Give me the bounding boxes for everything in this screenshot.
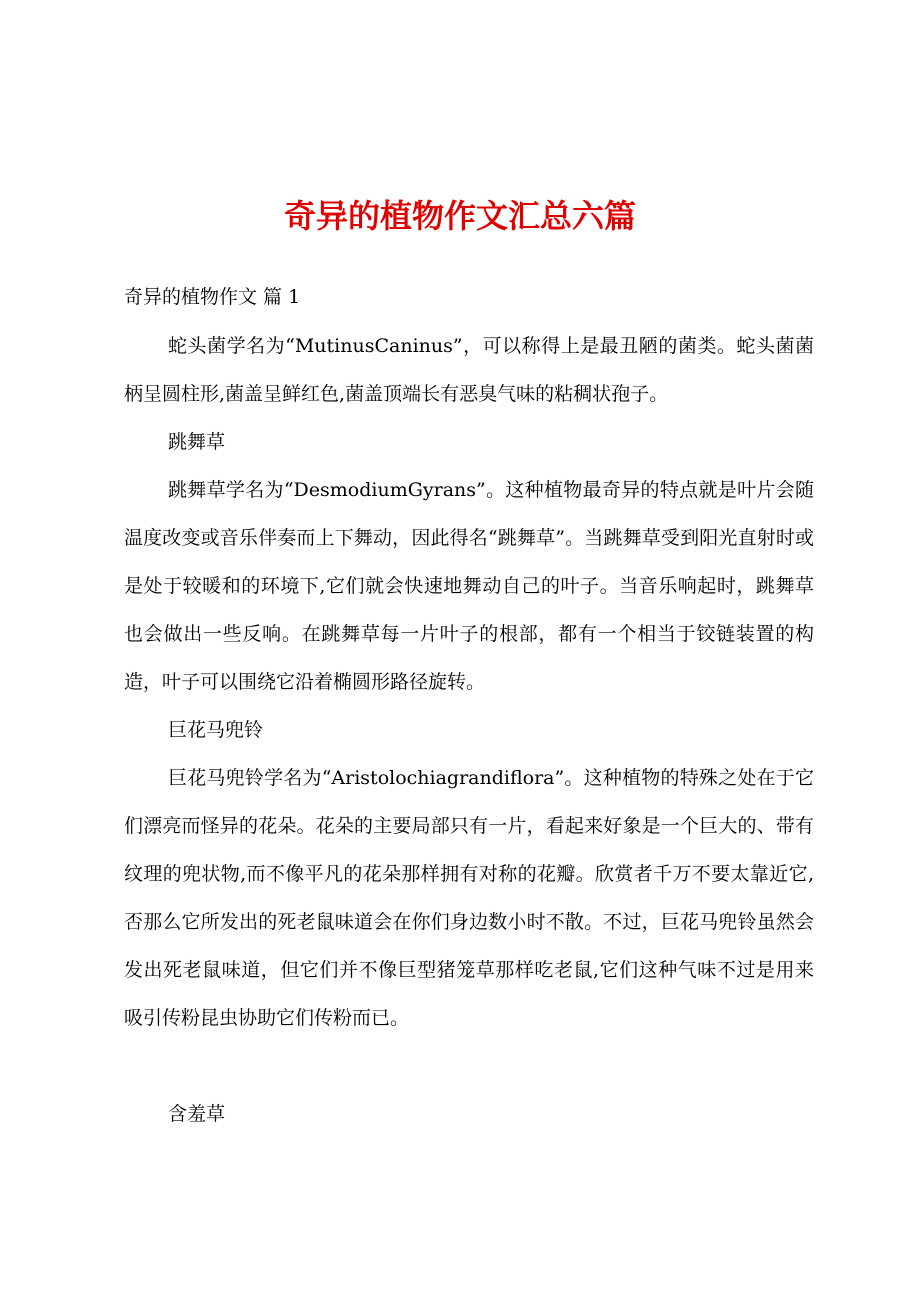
subheading-mimosa: 含羞草 <box>168 1103 226 1125</box>
subheading-pipevine: 巨花马兜铃 <box>168 719 264 741</box>
subheading-dancing-plant: 跳舞草 <box>168 431 226 453</box>
section-heading: 奇异的植物作文 篇 1 <box>124 286 301 308</box>
paragraph-mutinus: 蛇头菌学名为“MutinusCaninus”，可以称得上是最丑陋的菌类。蛇头菌菌柄呈圆柱形,菌盖呈鲜红色,菌盖顶端长有恶臭气味的粘稠状孢子。 <box>124 335 814 405</box>
document-title: 奇异的植物作文汇总六篇 <box>283 197 636 235</box>
paragraph-pipevine: 巨花马兜铃学名为“Aristolochiagrandiflora”。这种植物的特殊之处在于它们漂亮而怪异的花朵。花朵的主要局部只有一片，看起来好象是一个巨大的、带有纹理的兜状物,而不像平凡的花朵那样拥有对称的花瓣。欣赏者千万不要太靠近它,否那么它所发出的死老鼠味道会在你们身边数小时不散。不过，巨花马兜铃虽然会发出死老鼠味道，但它们并不像巨型猪笼草那样吃老鼠,它们这种气味不过是用来吸引传粉昆虫协助它们传粉而已。 <box>124 767 814 1029</box>
paragraph-dancing-plant: 跳舞草学名为“DesmodiumGyrans”。这种植物最奇异的特点就是叶片会随温度改变或音乐伴奏而上下舞动，因此得名“跳舞草”。当跳舞草受到阳光直射时或是处于较暖和的环境下,它们就会快速地舞动自己的叶子。当音乐响起时，跳舞草也会做出一些反响。在跳舞草每一片叶子的根部，都有一个相当于铰链装置的构造，叶子可以围绕它沿着椭圆形路径旋转。 <box>124 479 814 693</box>
